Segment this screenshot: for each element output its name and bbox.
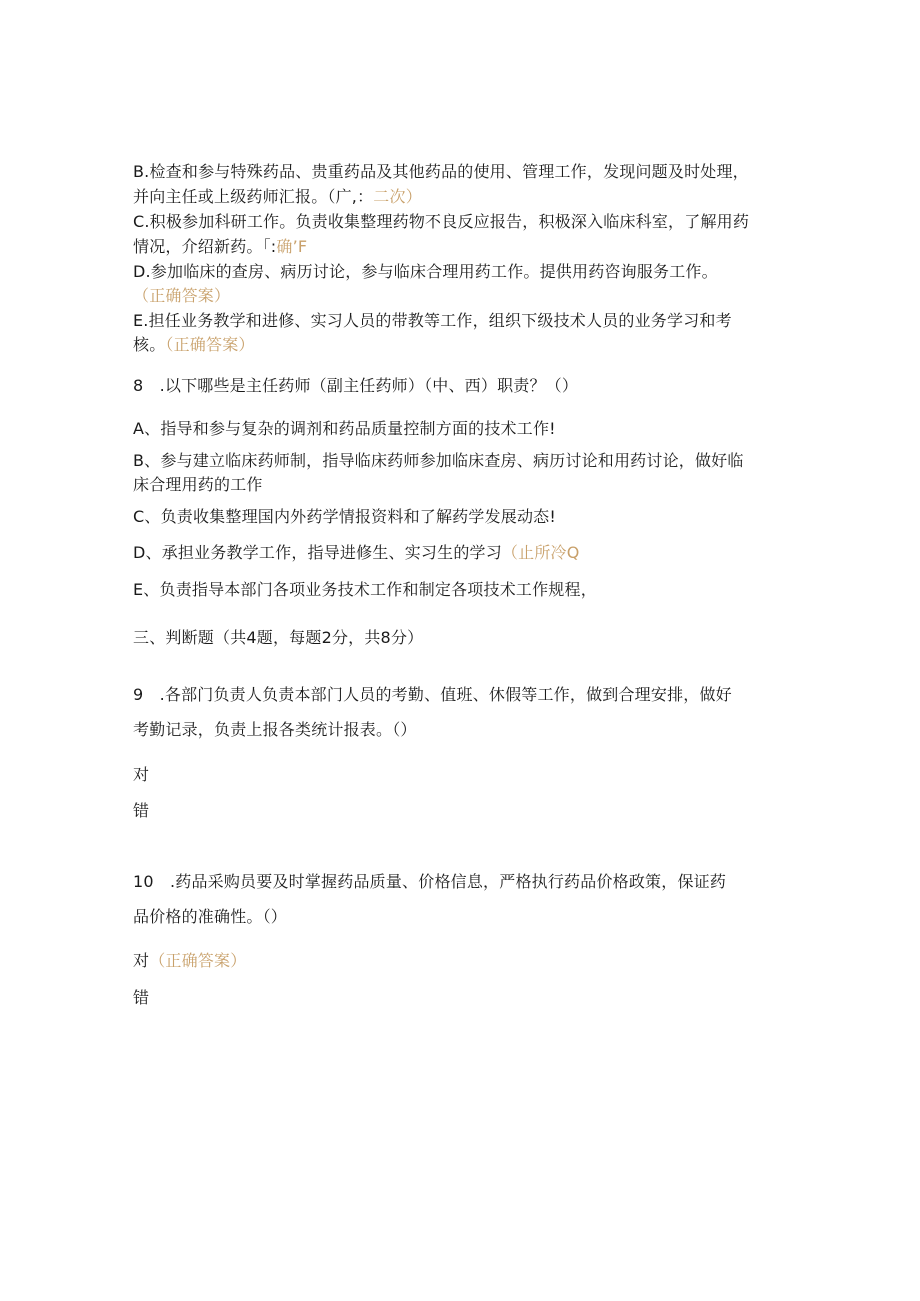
q7-option-b-text: 并向主任或上级药师汇报。（广,： — [133, 187, 374, 206]
q7-option-e-answer-mark: （正确答案） — [165, 335, 255, 354]
q7-option-c-text: 情况，介绍新药。「: — [133, 237, 277, 256]
q7-option-e-line1: E.担任业务教学和进修、实习人员的带教等工作，组织下级技术人员的业务学习和考 — [133, 311, 732, 330]
q10-option-true-answer-mark: （正确答案） — [149, 951, 247, 970]
q9-line1: 9 .各部门负责人负责本部门人员的考勤、值班、休假等工作，做到合理安排，做好 — [133, 685, 732, 704]
q10-option-true-label: 对 — [133, 951, 150, 970]
q7-option-c-line1: C.积极参加科研工作。负责收集整理药物不良反应报告，积极深入临床科室，了解用药 — [133, 212, 750, 231]
q10-option-true[interactable] — [133, 950, 246, 972]
q10-line2: 品价格的准确性。（） — [133, 907, 288, 926]
q8-option-e: E、负责指导本部门各项业务技术工作和制定各项技术工作规程， — [133, 580, 597, 599]
q9-line2: 考勤记录，负责上报各类统计报表。（） — [133, 720, 417, 739]
q10-line1: 10 .药品采购员要及时掌握药品质量、价格信息，严格执行药品价格政策，保证药 — [133, 872, 727, 891]
q8-question: 8 .以下哪些是主任药师（副主任药师）（中、西）职责？（） — [133, 376, 579, 395]
q8-option-d-text: D、承担业务教学工作，指导进修生、实习生的学习 — [133, 543, 502, 562]
q9-option-true[interactable]: 对 — [133, 765, 150, 784]
q7-option-d-line1: D.参加临床的查房、病历讨论，参与临床合理用药工作。提供用药咨询服务工作。 — [133, 262, 718, 281]
q8-option-b-line2: 床合理用药的工作 — [133, 475, 263, 494]
q8-option-d-answer-mark: （止所冷Q — [501, 543, 580, 562]
q7-option-b-answer-mark: 二次） — [373, 187, 422, 206]
q7-option-c-answer-mark: 确’F — [276, 237, 308, 256]
q8-option-d — [133, 542, 580, 564]
q7-option-b-line2 — [133, 186, 422, 208]
q7-option-d-answer-mark: （正确答案） — [133, 286, 231, 305]
section-3-heading: 三、判断题（共4题，每题2分，共8分） — [133, 628, 424, 647]
q7-option-e-line2 — [133, 334, 255, 356]
q7-option-b-line1: B.检查和参与特殊药品、贵重药品及其他药品的使用、管理工作，发现问题及时处理， — [133, 162, 749, 181]
q9-option-false[interactable]: 错 — [133, 801, 150, 820]
q8-option-c: C、负责收集整理国内外药学情报资料和了解药学发展动态! — [133, 507, 556, 526]
q10-option-false[interactable]: 错 — [133, 988, 150, 1007]
q8-option-a: A、指导和参与复杂的调剂和药品质量控制方面的技术工作! — [133, 419, 556, 438]
q7-option-c-line2 — [133, 236, 307, 258]
q7-option-e-text: 核。 — [133, 335, 166, 354]
q8-option-b-line1: B、参与建立临床药师制，指导临床药师参加临床查房、病历讨论和用药讨论，做好临 — [133, 451, 744, 470]
